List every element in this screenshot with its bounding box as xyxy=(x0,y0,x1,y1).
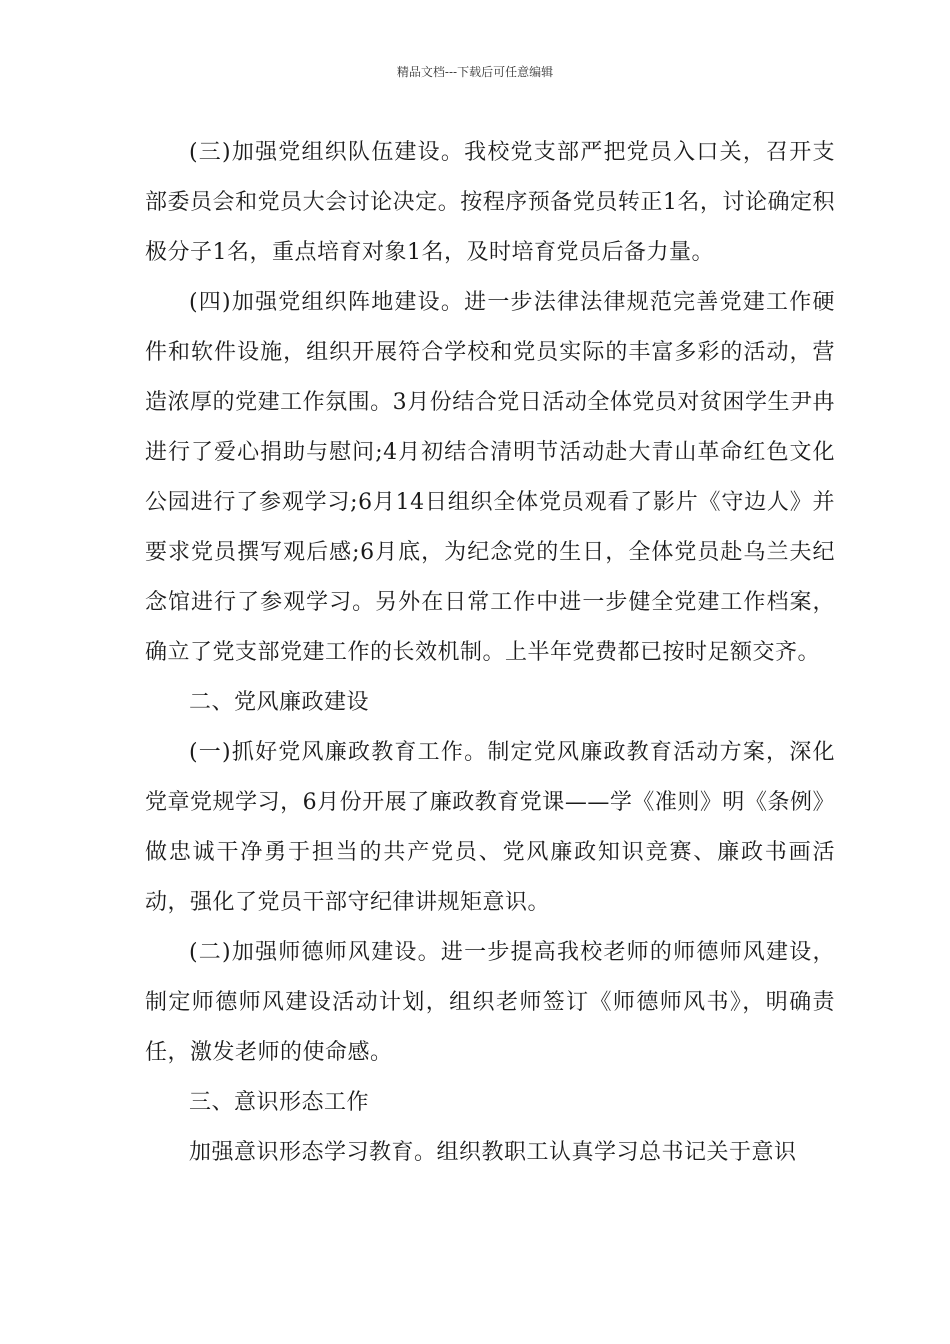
section-heading-clean-governance: 二、党风廉政建设 xyxy=(189,690,370,715)
paragraph-party-position-building: (四)加强党组织阵地建设。进一步法律法律规范完善党建工作硬件和软件设施，组织开展符合学校和党员实际的丰富多彩的活动，营造浓厚的党建工作氛围。3月份结合党日活动全体党员对贫困学生尹冉进行了爱心捐助与慰问;4月初结合清明节活动赴大青山革命红色文化公园进行了参观学习;6月14日组织全体党员观看了影片《守边人》并要求党员撰写观后感;6月底，为纪念党的生日，全体党员赴乌兰夫纪念馆进行了参观学习。另外在日常工作中进一步健全党建工作档案，确立了党支部党建工作的长效机制。上半年党费都已按时足额交齐。 xyxy=(145,290,835,665)
paragraph-party-team-building: (三)加强党组织队伍建设。我校党支部严把党员入口关，召开支部委员会和党员大会讨论决定。按程序预备党员转正1名，讨论确定积极分子1名，重点培育对象1名，及时培育党员后备力量。 xyxy=(145,140,835,265)
page-header: 精品文档---下载后可任意编辑 xyxy=(396,65,554,79)
document-body xyxy=(145,128,835,1178)
paragraph-teacher-ethics: (二)加强师德师风建设。进一步提高我校老师的师德师风建设，制定师德师风建设活动计划，组织老师签订《师德师风书》，明确责任，激发老师的使命感。 xyxy=(145,940,835,1065)
section-heading-ideology-work: 三、意识形态工作 xyxy=(189,1090,370,1115)
paragraph-ideology-study: 加强意识形态学习教育。组织教职工认真学习总书记关于意识 xyxy=(189,1140,797,1165)
paragraph-clean-governance-education: (一)抓好党风廉政教育工作。制定党风廉政教育活动方案，深化党章党规学习，6月份开展了廉政教育党课——学《准则》明《条例》做忠诚干净勇于担当的共产党员、党风廉政知识竞赛、廉政书画活动，强化了党员干部守纪律讲规矩意识。 xyxy=(145,740,835,915)
